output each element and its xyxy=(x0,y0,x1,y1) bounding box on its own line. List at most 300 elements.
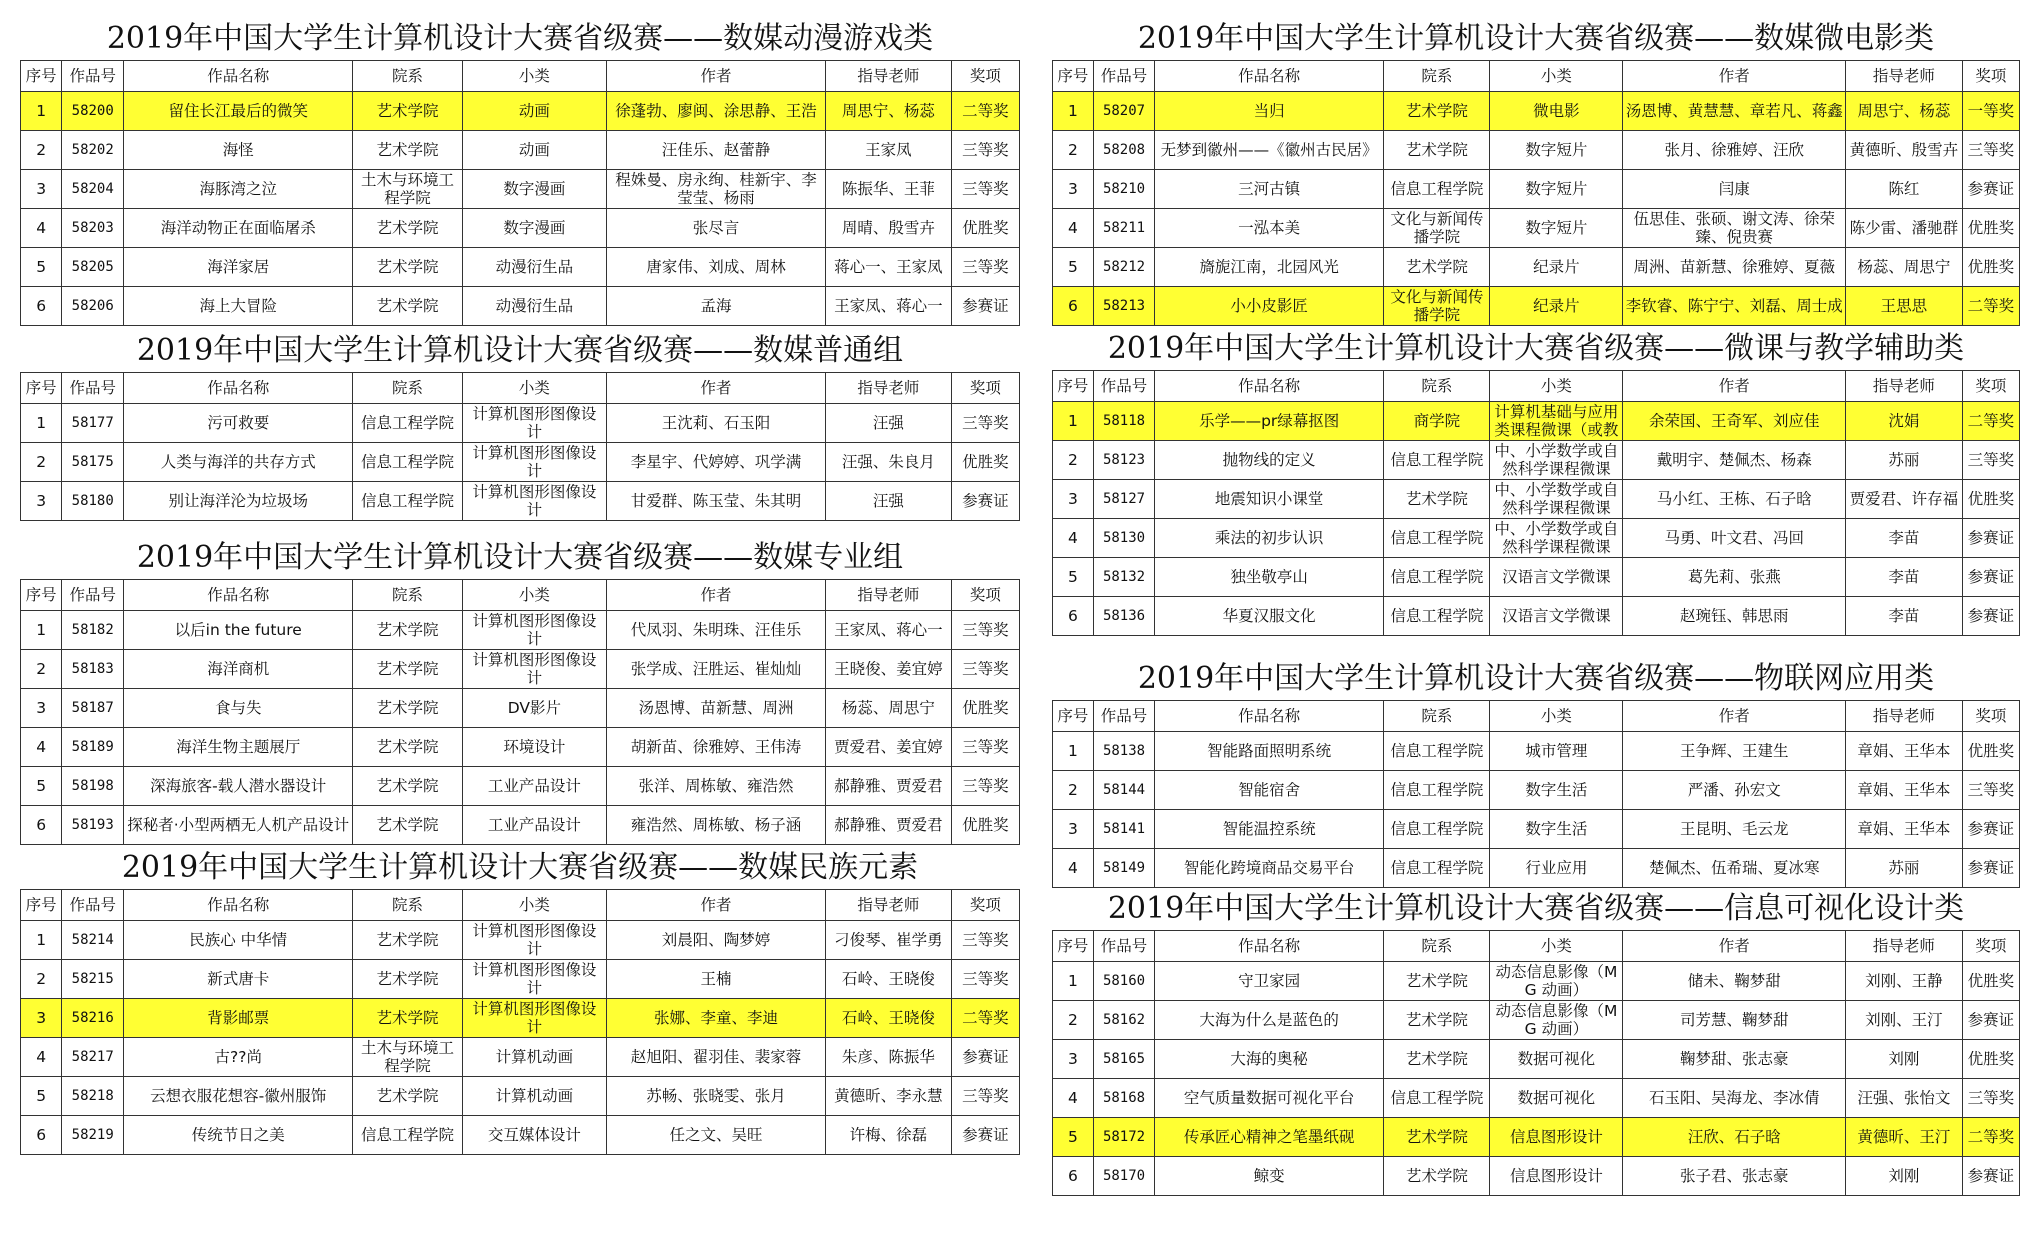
cell-advisor: 王家凤 xyxy=(825,131,951,170)
cell-authors: 储未、鞠梦甜 xyxy=(1623,962,1846,1001)
cell-category: 计算机图形图像设计 xyxy=(462,650,606,689)
cell-award: 三等奖 xyxy=(951,650,1019,689)
cell-category: 动漫衍生品 xyxy=(462,248,606,287)
cell-department: 信息工程学院 xyxy=(353,1116,462,1155)
column-header-seq: 序号 xyxy=(21,890,62,921)
results-table xyxy=(20,372,1020,521)
column-header-authors: 作者 xyxy=(1623,931,1846,962)
cell-department: 艺术学院 xyxy=(353,209,462,248)
cell-advisor: 周晴、殷雪卉 xyxy=(825,209,951,248)
cell-work-name: 海洋家居 xyxy=(124,248,353,287)
cell-department: 艺术学院 xyxy=(353,921,462,960)
table-row xyxy=(21,999,1020,1038)
column-header-authors: 作者 xyxy=(607,890,826,921)
column-header-work-id: 作品号 xyxy=(1093,61,1154,92)
cell-seq: 4 xyxy=(1053,209,1094,248)
cell-seq: 4 xyxy=(21,209,62,248)
column-header-category: 小类 xyxy=(1490,931,1623,962)
column-header-advisor: 指导老师 xyxy=(1846,61,1963,92)
cell-department: 艺术学院 xyxy=(353,650,462,689)
table-header-row xyxy=(21,890,1020,921)
cell-seq: 4 xyxy=(1053,849,1094,888)
column-header-category: 小类 xyxy=(462,61,606,92)
cell-department: 信息工程学院 xyxy=(353,482,462,521)
cell-work-id: 58132 xyxy=(1093,558,1154,597)
cell-work-id: 58141 xyxy=(1093,810,1154,849)
column-header-category: 小类 xyxy=(462,580,606,611)
cell-award: 三等奖 xyxy=(951,921,1019,960)
cell-award: 优胜奖 xyxy=(1962,209,2019,248)
cell-authors: 甘爱群、陈玉莹、朱其明 xyxy=(607,482,826,521)
cell-advisor: 朱彦、陈振华 xyxy=(825,1038,951,1077)
cell-category: 数据可视化 xyxy=(1490,1079,1623,1118)
cell-department: 艺术学院 xyxy=(1384,1118,1490,1157)
cell-category: 数据可视化 xyxy=(1490,1040,1623,1079)
cell-award: 参赛证 xyxy=(1962,1001,2019,1040)
cell-advisor: 石岭、王晓俊 xyxy=(825,999,951,1038)
table-row xyxy=(1053,732,2020,771)
cell-authors: 任之文、吴旺 xyxy=(607,1116,826,1155)
column-header-work-id: 作品号 xyxy=(1093,701,1154,732)
cell-advisor: 许梅、徐磊 xyxy=(825,1116,951,1155)
cell-work-id: 58177 xyxy=(62,404,124,443)
table-row xyxy=(1053,209,2020,248)
cell-advisor: 郝静雅、贾爱君 xyxy=(825,767,951,806)
cell-work-id: 58136 xyxy=(1093,597,1154,636)
cell-work-id: 58118 xyxy=(1093,402,1154,441)
cell-award: 优胜奖 xyxy=(951,689,1019,728)
cell-work-name: 独坐敬亭山 xyxy=(1155,558,1384,597)
cell-work-id: 58218 xyxy=(62,1077,124,1116)
cell-advisor: 黄德昕、李永慧 xyxy=(825,1077,951,1116)
cell-department: 艺术学院 xyxy=(353,728,462,767)
cell-award: 三等奖 xyxy=(1962,1079,2019,1118)
table-row xyxy=(21,728,1020,767)
cell-category: 数字短片 xyxy=(1490,170,1623,209)
table-row xyxy=(21,443,1020,482)
cell-work-name: 海豚湾之泣 xyxy=(124,170,353,209)
cell-award: 参赛证 xyxy=(951,287,1019,326)
cell-seq: 1 xyxy=(21,92,62,131)
cell-work-name: 旖旎江南，北园风光 xyxy=(1155,248,1384,287)
cell-work-name: 探秘者·小型两栖无人机产品设计 xyxy=(124,806,353,845)
column-header-department: 院系 xyxy=(353,580,462,611)
cell-work-id: 58212 xyxy=(1093,248,1154,287)
cell-seq: 6 xyxy=(21,1116,62,1155)
cell-authors: 代凤羽、朱明珠、汪佳乐 xyxy=(607,611,826,650)
cell-award: 优胜奖 xyxy=(1962,732,2019,771)
cell-authors: 汤恩博、黄慧慧、章若凡、蒋鑫 xyxy=(1623,92,1846,131)
column-header-authors: 作者 xyxy=(607,580,826,611)
cell-seq: 2 xyxy=(1053,771,1094,810)
award-section xyxy=(1052,658,2020,888)
table-header-row xyxy=(21,580,1020,611)
cell-seq: 1 xyxy=(21,404,62,443)
column-header-category: 小类 xyxy=(462,373,606,404)
table-row xyxy=(21,209,1020,248)
cell-category: 计算机基础与应用类课程微课（或教 xyxy=(1490,402,1623,441)
cell-award: 三等奖 xyxy=(951,767,1019,806)
cell-seq: 5 xyxy=(21,767,62,806)
cell-department: 信息工程学院 xyxy=(353,443,462,482)
cell-work-name: 传承匠心精神之笔墨纸砚 xyxy=(1155,1118,1384,1157)
section-title: 2019年中国大学生计算机设计大赛省级赛——数媒专业组 xyxy=(136,540,904,575)
cell-category: 数字生活 xyxy=(1490,771,1623,810)
cell-category: 信息图形设计 xyxy=(1490,1118,1623,1157)
cell-work-id: 58160 xyxy=(1093,962,1154,1001)
cell-work-name: 三河古镇 xyxy=(1155,170,1384,209)
cell-seq: 3 xyxy=(1053,480,1094,519)
cell-award: 参赛证 xyxy=(1962,849,2019,888)
cell-work-id: 58198 xyxy=(62,767,124,806)
cell-advisor: 苏丽 xyxy=(1846,849,1963,888)
table-row xyxy=(21,650,1020,689)
table-row xyxy=(21,131,1020,170)
cell-authors: 李星宇、代婷婷、巩学满 xyxy=(607,443,826,482)
cell-seq: 3 xyxy=(1053,810,1094,849)
column-header-department: 院系 xyxy=(1384,371,1490,402)
cell-advisor: 陈红 xyxy=(1846,170,1963,209)
column-header-advisor: 指导老师 xyxy=(825,580,951,611)
cell-seq: 3 xyxy=(21,999,62,1038)
award-section xyxy=(1052,888,2020,1196)
table-header-row xyxy=(21,61,1020,92)
cell-category: 工业产品设计 xyxy=(462,806,606,845)
cell-seq: 3 xyxy=(1053,170,1094,209)
column-header-advisor: 指导老师 xyxy=(825,61,951,92)
cell-work-name: 大海为什么是蓝色的 xyxy=(1155,1001,1384,1040)
cell-seq: 2 xyxy=(1053,131,1094,170)
results-table xyxy=(1052,700,2020,888)
table-row xyxy=(1053,1157,2020,1196)
cell-work-name: 海上大冒险 xyxy=(124,287,353,326)
cell-work-id: 58123 xyxy=(1093,441,1154,480)
cell-award: 参赛证 xyxy=(1962,519,2019,558)
cell-work-id: 58214 xyxy=(62,921,124,960)
section-title: 2019年中国大学生计算机设计大赛省级赛——数媒动漫游戏类 xyxy=(106,21,934,56)
cell-work-id: 58219 xyxy=(62,1116,124,1155)
cell-work-name: 民族心 中华情 xyxy=(124,921,353,960)
award-section xyxy=(1052,18,2020,326)
cell-award: 参赛证 xyxy=(1962,1157,2019,1196)
cell-advisor: 章娟、王华本 xyxy=(1846,771,1963,810)
column-header-authors: 作者 xyxy=(1623,371,1846,402)
column-header-advisor: 指导老师 xyxy=(825,890,951,921)
cell-advisor: 杨蕊、周思宁 xyxy=(825,689,951,728)
column-header-department: 院系 xyxy=(353,61,462,92)
column-header-advisor: 指导老师 xyxy=(1846,931,1963,962)
cell-work-id: 58202 xyxy=(62,131,124,170)
cell-seq: 6 xyxy=(1053,287,1094,326)
cell-seq: 6 xyxy=(1053,597,1094,636)
column-header-work-name: 作品名称 xyxy=(124,61,353,92)
column-header-award: 奖项 xyxy=(1962,61,2019,92)
cell-advisor: 石岭、王晓俊 xyxy=(825,960,951,999)
column-header-department: 院系 xyxy=(1384,701,1490,732)
column-header-advisor: 指导老师 xyxy=(1846,701,1963,732)
cell-category: 中、小学数学或自然科学课程微课 xyxy=(1490,519,1623,558)
table-row xyxy=(21,482,1020,521)
cell-authors: 闫康 xyxy=(1623,170,1846,209)
column-header-department: 院系 xyxy=(1384,61,1490,92)
cell-category: 计算机动画 xyxy=(462,1077,606,1116)
cell-advisor: 刘刚、王静 xyxy=(1846,962,1963,1001)
cell-work-id: 58165 xyxy=(1093,1040,1154,1079)
table-row xyxy=(1053,1001,2020,1040)
cell-award: 三等奖 xyxy=(1962,441,2019,480)
cell-work-name: 传统节日之美 xyxy=(124,1116,353,1155)
column-header-work-id: 作品号 xyxy=(1093,931,1154,962)
cell-award: 三等奖 xyxy=(951,728,1019,767)
cell-work-name: 留住长江最后的微笑 xyxy=(124,92,353,131)
table-row xyxy=(21,248,1020,287)
cell-work-id: 58211 xyxy=(1093,209,1154,248)
cell-seq: 2 xyxy=(21,443,62,482)
column-header-authors: 作者 xyxy=(1623,61,1846,92)
cell-work-name: 背影邮票 xyxy=(124,999,353,1038)
cell-award: 二等奖 xyxy=(951,999,1019,1038)
cell-award: 参赛证 xyxy=(1962,558,2019,597)
table-row xyxy=(21,287,1020,326)
cell-authors: 胡新苗、徐雅婷、王伟涛 xyxy=(607,728,826,767)
column-header-seq: 序号 xyxy=(1053,701,1094,732)
column-header-work-name: 作品名称 xyxy=(124,890,353,921)
cell-work-id: 58189 xyxy=(62,728,124,767)
cell-work-id: 58138 xyxy=(1093,732,1154,771)
cell-department: 艺术学院 xyxy=(353,806,462,845)
cell-advisor: 贾爱君、许存福 xyxy=(1846,480,1963,519)
cell-award: 三等奖 xyxy=(951,248,1019,287)
cell-seq: 6 xyxy=(21,806,62,845)
cell-award: 参赛证 xyxy=(951,482,1019,521)
column-header-seq: 序号 xyxy=(21,580,62,611)
cell-authors: 周洲、苗新慧、徐雅婷、夏薇 xyxy=(1623,248,1846,287)
cell-award: 优胜奖 xyxy=(951,443,1019,482)
section-title: 2019年中国大学生计算机设计大赛省级赛——微课与教学辅助类 xyxy=(1107,331,1965,366)
cell-award: 优胜奖 xyxy=(1962,480,2019,519)
cell-work-name: 智能宿舍 xyxy=(1155,771,1384,810)
cell-work-name: 别让海洋沦为垃圾场 xyxy=(124,482,353,521)
cell-department: 艺术学院 xyxy=(1384,92,1490,131)
cell-work-name: 抛物线的定义 xyxy=(1155,441,1384,480)
cell-advisor: 李苗 xyxy=(1846,597,1963,636)
column-header-department: 院系 xyxy=(353,373,462,404)
column-header-category: 小类 xyxy=(1490,371,1623,402)
cell-authors: 汤恩博、苗新慧、周洲 xyxy=(607,689,826,728)
award-section xyxy=(20,537,1020,845)
cell-work-id: 58200 xyxy=(62,92,124,131)
cell-seq: 2 xyxy=(1053,1001,1094,1040)
cell-advisor: 刁俊琴、崔学勇 xyxy=(825,921,951,960)
cell-advisor: 李苗 xyxy=(1846,558,1963,597)
cell-seq: 5 xyxy=(21,1077,62,1116)
section-title: 2019年中国大学生计算机设计大赛省级赛——物联网应用类 xyxy=(1137,661,1935,696)
table-row xyxy=(21,806,1020,845)
column-header-work-name: 作品名称 xyxy=(1155,371,1384,402)
cell-award: 参赛证 xyxy=(951,1038,1019,1077)
cell-authors: 石玉阳、吴海龙、李冰倩 xyxy=(1623,1079,1846,1118)
cell-department: 艺术学院 xyxy=(1384,1040,1490,1079)
column-header-work-name: 作品名称 xyxy=(124,580,353,611)
cell-authors: 苏畅、张晓雯、张月 xyxy=(607,1077,826,1116)
table-row xyxy=(21,1038,1020,1077)
cell-advisor: 周思宁、杨蕊 xyxy=(1846,92,1963,131)
cell-work-name: 当归 xyxy=(1155,92,1384,131)
cell-award: 优胜奖 xyxy=(951,806,1019,845)
cell-seq: 1 xyxy=(1053,92,1094,131)
cell-department: 信息工程学院 xyxy=(1384,771,1490,810)
cell-seq: 5 xyxy=(1053,1118,1094,1157)
column-header-work-name: 作品名称 xyxy=(1155,61,1384,92)
column-header-award: 奖项 xyxy=(951,373,1019,404)
cell-advisor: 刘刚 xyxy=(1846,1157,1963,1196)
cell-work-name: 深海旅客-载人潜水器设计 xyxy=(124,767,353,806)
cell-department: 艺术学院 xyxy=(353,248,462,287)
cell-department: 土木与环境工程学院 xyxy=(353,170,462,209)
cell-department: 信息工程学院 xyxy=(1384,732,1490,771)
cell-work-id: 58168 xyxy=(1093,1079,1154,1118)
table-row xyxy=(1053,558,2020,597)
cell-work-name: 智能化跨境商品交易平台 xyxy=(1155,849,1384,888)
cell-category: 动画 xyxy=(462,92,606,131)
cell-work-name: 小小皮影匠 xyxy=(1155,287,1384,326)
results-table xyxy=(20,579,1020,845)
cell-department: 艺术学院 xyxy=(1384,962,1490,1001)
cell-work-id: 58130 xyxy=(1093,519,1154,558)
cell-authors: 张尽言 xyxy=(607,209,826,248)
cell-category: 纪录片 xyxy=(1490,287,1623,326)
cell-advisor: 章娟、王华本 xyxy=(1846,810,1963,849)
cell-authors: 汪佳乐、赵蕾静 xyxy=(607,131,826,170)
cell-category: 中、小学数学或自然科学课程微课 xyxy=(1490,480,1623,519)
cell-department: 艺术学院 xyxy=(1384,480,1490,519)
cell-category: 城市管理 xyxy=(1490,732,1623,771)
cell-work-id: 58144 xyxy=(1093,771,1154,810)
column-header-work-name: 作品名称 xyxy=(124,373,353,404)
cell-category: 数字漫画 xyxy=(462,170,606,209)
cell-work-id: 58180 xyxy=(62,482,124,521)
cell-seq: 1 xyxy=(1053,962,1094,1001)
cell-work-name: 大海的奥秘 xyxy=(1155,1040,1384,1079)
cell-award: 优胜奖 xyxy=(1962,1040,2019,1079)
cell-category: 计算机图形图像设计 xyxy=(462,404,606,443)
table-row xyxy=(21,767,1020,806)
table-row xyxy=(1053,597,2020,636)
cell-category: 纪录片 xyxy=(1490,248,1623,287)
column-header-work-id: 作品号 xyxy=(1093,371,1154,402)
table-row xyxy=(21,92,1020,131)
cell-seq: 2 xyxy=(21,960,62,999)
cell-award: 三等奖 xyxy=(951,611,1019,650)
cell-category: 数字短片 xyxy=(1490,131,1623,170)
cell-authors: 马小红、王栋、石子晗 xyxy=(1623,480,1846,519)
table-row xyxy=(1053,810,2020,849)
cell-department: 艺术学院 xyxy=(1384,248,1490,287)
column-header-work-id: 作品号 xyxy=(62,580,124,611)
cell-category: 汉语言文学微课 xyxy=(1490,558,1623,597)
cell-advisor: 章娟、王华本 xyxy=(1846,732,1963,771)
cell-authors: 伍思佳、张硕、谢文涛、徐荣臻、倪贵赛 xyxy=(1623,209,1846,248)
cell-seq: 1 xyxy=(21,921,62,960)
cell-department: 艺术学院 xyxy=(1384,1001,1490,1040)
cell-advisor: 黄德昕、殷雪卉 xyxy=(1846,131,1963,170)
cell-department: 商学院 xyxy=(1384,402,1490,441)
column-header-category: 小类 xyxy=(1490,61,1623,92)
column-header-authors: 作者 xyxy=(607,61,826,92)
cell-authors: 孟海 xyxy=(607,287,826,326)
table-row xyxy=(1053,519,2020,558)
table-row xyxy=(1053,1118,2020,1157)
column-header-work-id: 作品号 xyxy=(62,61,124,92)
cell-authors: 赵旭阳、翟羽佳、裴家蓉 xyxy=(607,1038,826,1077)
cell-work-id: 58213 xyxy=(1093,287,1154,326)
cell-authors: 李钦睿、陈宁宁、刘磊、周士成 xyxy=(1623,287,1846,326)
cell-seq: 5 xyxy=(1053,248,1094,287)
cell-seq: 3 xyxy=(21,170,62,209)
cell-work-id: 58208 xyxy=(1093,131,1154,170)
cell-advisor: 王思思 xyxy=(1846,287,1963,326)
column-header-department: 院系 xyxy=(353,890,462,921)
table-row xyxy=(1053,480,2020,519)
cell-advisor: 陈少雷、潘驰群 xyxy=(1846,209,1963,248)
cell-category: 计算机图形图像设计 xyxy=(462,960,606,999)
table-header-row xyxy=(1053,701,2020,732)
cell-work-id: 58149 xyxy=(1093,849,1154,888)
cell-authors: 张月、徐雅婷、汪欣 xyxy=(1623,131,1846,170)
cell-category: 计算机图形图像设计 xyxy=(462,443,606,482)
column-header-seq: 序号 xyxy=(1053,931,1094,962)
cell-authors: 马勇、叶文君、冯回 xyxy=(1623,519,1846,558)
cell-seq: 1 xyxy=(1053,732,1094,771)
cell-authors: 王争辉、王建生 xyxy=(1623,732,1846,771)
cell-work-name: 华夏汉服文化 xyxy=(1155,597,1384,636)
column-header-advisor: 指导老师 xyxy=(825,373,951,404)
cell-award: 优胜奖 xyxy=(951,209,1019,248)
cell-advisor: 黄德昕、王汀 xyxy=(1846,1118,1963,1157)
cell-seq: 3 xyxy=(21,482,62,521)
award-section xyxy=(1052,328,2020,636)
column-header-work-name: 作品名称 xyxy=(1155,931,1384,962)
cell-award: 二等奖 xyxy=(951,92,1019,131)
cell-seq: 2 xyxy=(21,131,62,170)
cell-advisor: 郝静雅、贾爱君 xyxy=(825,806,951,845)
cell-category: 计算机图形图像设计 xyxy=(462,611,606,650)
section-title: 2019年中国大学生计算机设计大赛省级赛——数媒普通组 xyxy=(136,333,904,368)
cell-work-name: 食与失 xyxy=(124,689,353,728)
column-header-category: 小类 xyxy=(1490,701,1623,732)
cell-work-id: 58193 xyxy=(62,806,124,845)
cell-advisor: 汪强、朱良月 xyxy=(825,443,951,482)
column-header-seq: 序号 xyxy=(1053,371,1094,402)
cell-award: 参赛证 xyxy=(1962,810,2019,849)
cell-authors: 张子君、张志豪 xyxy=(1623,1157,1846,1196)
cell-authors: 楚佩杰、伍希瑞、夏冰寒 xyxy=(1623,849,1846,888)
table-row xyxy=(1053,962,2020,1001)
cell-work-id: 58210 xyxy=(1093,170,1154,209)
cell-authors: 张娜、李童、李迪 xyxy=(607,999,826,1038)
table-header-row xyxy=(1053,371,2020,402)
column-header-award: 奖项 xyxy=(951,580,1019,611)
cell-category: 动画 xyxy=(462,131,606,170)
cell-work-id: 58204 xyxy=(62,170,124,209)
cell-work-name: 海洋生物主题展厅 xyxy=(124,728,353,767)
column-header-award: 奖项 xyxy=(951,890,1019,921)
cell-category: 计算机图形图像设计 xyxy=(462,482,606,521)
cell-award: 二等奖 xyxy=(1962,287,2019,326)
results-table xyxy=(1052,930,2020,1196)
cell-department: 信息工程学院 xyxy=(1384,849,1490,888)
table-header-row xyxy=(1053,61,2020,92)
